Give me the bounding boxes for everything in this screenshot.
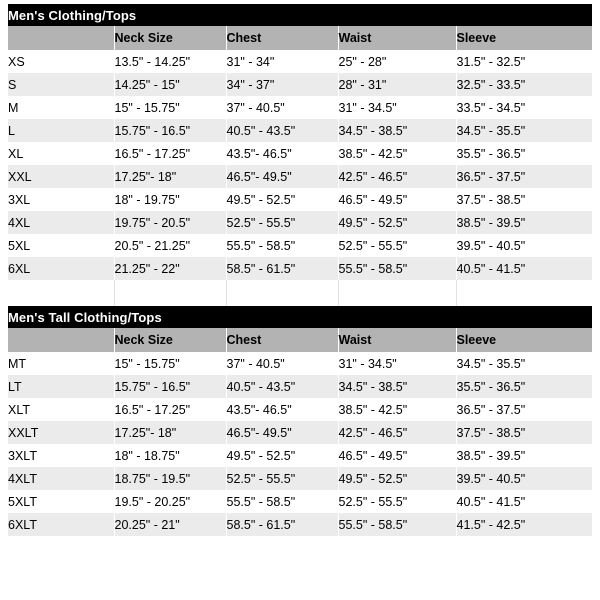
cell-neck-size: 18" - 19.75" [114, 188, 226, 211]
cell-waist: 49.5" - 52.5" [338, 211, 456, 234]
cell-size: 6XLT [8, 513, 114, 536]
cell-sleeve: 41.5" - 42.5" [456, 513, 592, 536]
table-row [8, 375, 592, 398]
table-row [8, 73, 592, 96]
column-header-neck-size: Neck Size [114, 328, 226, 352]
cell-size: XS [8, 50, 114, 73]
cell-waist: 49.5" - 52.5" [338, 467, 456, 490]
cell-waist: 34.5" - 38.5" [338, 119, 456, 142]
table-row [8, 490, 592, 513]
cell-chest: 34" - 37" [226, 73, 338, 96]
column-header-size [8, 26, 114, 50]
cell-chest: 58.5" - 61.5" [226, 513, 338, 536]
table-row [8, 444, 592, 467]
cell-chest: 40.5" - 43.5" [226, 119, 338, 142]
table-title-row [8, 4, 592, 26]
cell-sleeve: 38.5" - 39.5" [456, 444, 592, 467]
table-row [8, 188, 592, 211]
cell-neck-size: 14.25" - 15" [114, 73, 226, 96]
cell-sleeve: 36.5" - 37.5" [456, 398, 592, 421]
cell-sleeve: 35.5" - 36.5" [456, 375, 592, 398]
table-row [8, 398, 592, 421]
table-row [8, 234, 592, 257]
cell-neck-size: 17.25"- 18" [114, 165, 226, 188]
cell-chest: 52.5" - 55.5" [226, 467, 338, 490]
cell-chest: 49.5" - 52.5" [226, 188, 338, 211]
cell-chest: 55.5" - 58.5" [226, 490, 338, 513]
cell-waist: 42.5" - 46.5" [338, 165, 456, 188]
cell-size: XXL [8, 165, 114, 188]
cell-sleeve: 38.5" - 39.5" [456, 211, 592, 234]
cell-neck-size: 18" - 18.75" [114, 444, 226, 467]
cell-neck-size: 21.25" - 22" [114, 257, 226, 280]
column-header-waist: Waist [338, 328, 456, 352]
column-header-sleeve: Sleeve [456, 26, 592, 50]
cell-size: 5XLT [8, 490, 114, 513]
table-row [8, 211, 592, 234]
table-separator [8, 280, 592, 306]
cell-neck-size: 20.5" - 21.25" [114, 234, 226, 257]
cell-size: MT [8, 352, 114, 375]
cell-waist: 46.5" - 49.5" [338, 188, 456, 211]
cell-sleeve: 33.5" - 34.5" [456, 96, 592, 119]
cell-size: M [8, 96, 114, 119]
cell-size: 3XLT [8, 444, 114, 467]
table-title: Men's Tall Clothing/Tops [8, 306, 592, 328]
column-header-size [8, 328, 114, 352]
cell-neck-size: 19.5" - 20.25" [114, 490, 226, 513]
cell-neck-size: 18.75" - 19.5" [114, 467, 226, 490]
cell-chest: 55.5" - 58.5" [226, 234, 338, 257]
cell-sleeve: 37.5" - 38.5" [456, 421, 592, 444]
cell-size: S [8, 73, 114, 96]
cell-chest: 40.5" - 43.5" [226, 375, 338, 398]
size-table-mens-tall-clothing-tops [8, 306, 592, 536]
cell-sleeve: 34.5" - 35.5" [456, 119, 592, 142]
column-header-neck-size: Neck Size [114, 26, 226, 50]
cell-chest: 49.5" - 52.5" [226, 444, 338, 467]
cell-size: 4XL [8, 211, 114, 234]
cell-neck-size: 15.75" - 16.5" [114, 119, 226, 142]
cell-size: 6XL [8, 257, 114, 280]
cell-chest: 43.5"- 46.5" [226, 142, 338, 165]
cell-chest: 58.5" - 61.5" [226, 257, 338, 280]
size-table-mens-clothing-tops [8, 4, 592, 280]
cell-waist: 46.5" - 49.5" [338, 444, 456, 467]
cell-chest: 52.5" - 55.5" [226, 211, 338, 234]
cell-waist: 55.5" - 58.5" [338, 513, 456, 536]
cell-sleeve: 40.5" - 41.5" [456, 490, 592, 513]
cell-neck-size: 15" - 15.75" [114, 96, 226, 119]
cell-waist: 28" - 31" [338, 73, 456, 96]
table-row [8, 513, 592, 536]
table-row [8, 119, 592, 142]
table-row [8, 352, 592, 375]
cell-waist: 42.5" - 46.5" [338, 421, 456, 444]
cell-neck-size: 15.75" - 16.5" [114, 375, 226, 398]
cell-sleeve: 34.5" - 35.5" [456, 352, 592, 375]
cell-size: 3XL [8, 188, 114, 211]
table-row [8, 50, 592, 73]
cell-neck-size: 20.25" - 21" [114, 513, 226, 536]
cell-waist: 34.5" - 38.5" [338, 375, 456, 398]
cell-size: XL [8, 142, 114, 165]
cell-neck-size: 16.5" - 17.25" [114, 398, 226, 421]
table-title: Men's Clothing/Tops [8, 4, 592, 26]
table-header-row [8, 328, 592, 352]
table-row [8, 96, 592, 119]
column-header-chest: Chest [226, 26, 338, 50]
cell-sleeve: 32.5" - 33.5" [456, 73, 592, 96]
cell-neck-size: 13.5" - 14.25" [114, 50, 226, 73]
cell-sleeve: 31.5" - 32.5" [456, 50, 592, 73]
cell-waist: 38.5" - 42.5" [338, 398, 456, 421]
cell-chest: 46.5"- 49.5" [226, 165, 338, 188]
cell-chest: 37" - 40.5" [226, 352, 338, 375]
cell-size: LT [8, 375, 114, 398]
cell-sleeve: 36.5" - 37.5" [456, 165, 592, 188]
cell-waist: 52.5" - 55.5" [338, 490, 456, 513]
cell-waist: 31" - 34.5" [338, 352, 456, 375]
cell-chest: 31" - 34" [226, 50, 338, 73]
cell-size: XLT [8, 398, 114, 421]
cell-sleeve: 37.5" - 38.5" [456, 188, 592, 211]
table-row [8, 467, 592, 490]
column-header-waist: Waist [338, 26, 456, 50]
cell-waist: 55.5" - 58.5" [338, 257, 456, 280]
cell-neck-size: 19.75" - 20.5" [114, 211, 226, 234]
table-row [8, 142, 592, 165]
table-header-row [8, 26, 592, 50]
cell-chest: 37" - 40.5" [226, 96, 338, 119]
cell-size: L [8, 119, 114, 142]
cell-neck-size: 17.25"- 18" [114, 421, 226, 444]
cell-neck-size: 16.5" - 17.25" [114, 142, 226, 165]
table-row [8, 165, 592, 188]
cell-sleeve: 35.5" - 36.5" [456, 142, 592, 165]
cell-neck-size: 15" - 15.75" [114, 352, 226, 375]
cell-sleeve: 39.5" - 40.5" [456, 234, 592, 257]
table-row [8, 421, 592, 444]
table-title-row [8, 306, 592, 328]
cell-waist: 25" - 28" [338, 50, 456, 73]
cell-size: XXLT [8, 421, 114, 444]
cell-waist: 31" - 34.5" [338, 96, 456, 119]
cell-waist: 52.5" - 55.5" [338, 234, 456, 257]
cell-chest: 43.5"- 46.5" [226, 398, 338, 421]
column-header-sleeve: Sleeve [456, 328, 592, 352]
column-header-chest: Chest [226, 328, 338, 352]
cell-sleeve: 40.5" - 41.5" [456, 257, 592, 280]
table-row [8, 257, 592, 280]
cell-chest: 46.5"- 49.5" [226, 421, 338, 444]
cell-size: 5XL [8, 234, 114, 257]
cell-waist: 38.5" - 42.5" [338, 142, 456, 165]
cell-size: 4XLT [8, 467, 114, 490]
cell-sleeve: 39.5" - 40.5" [456, 467, 592, 490]
